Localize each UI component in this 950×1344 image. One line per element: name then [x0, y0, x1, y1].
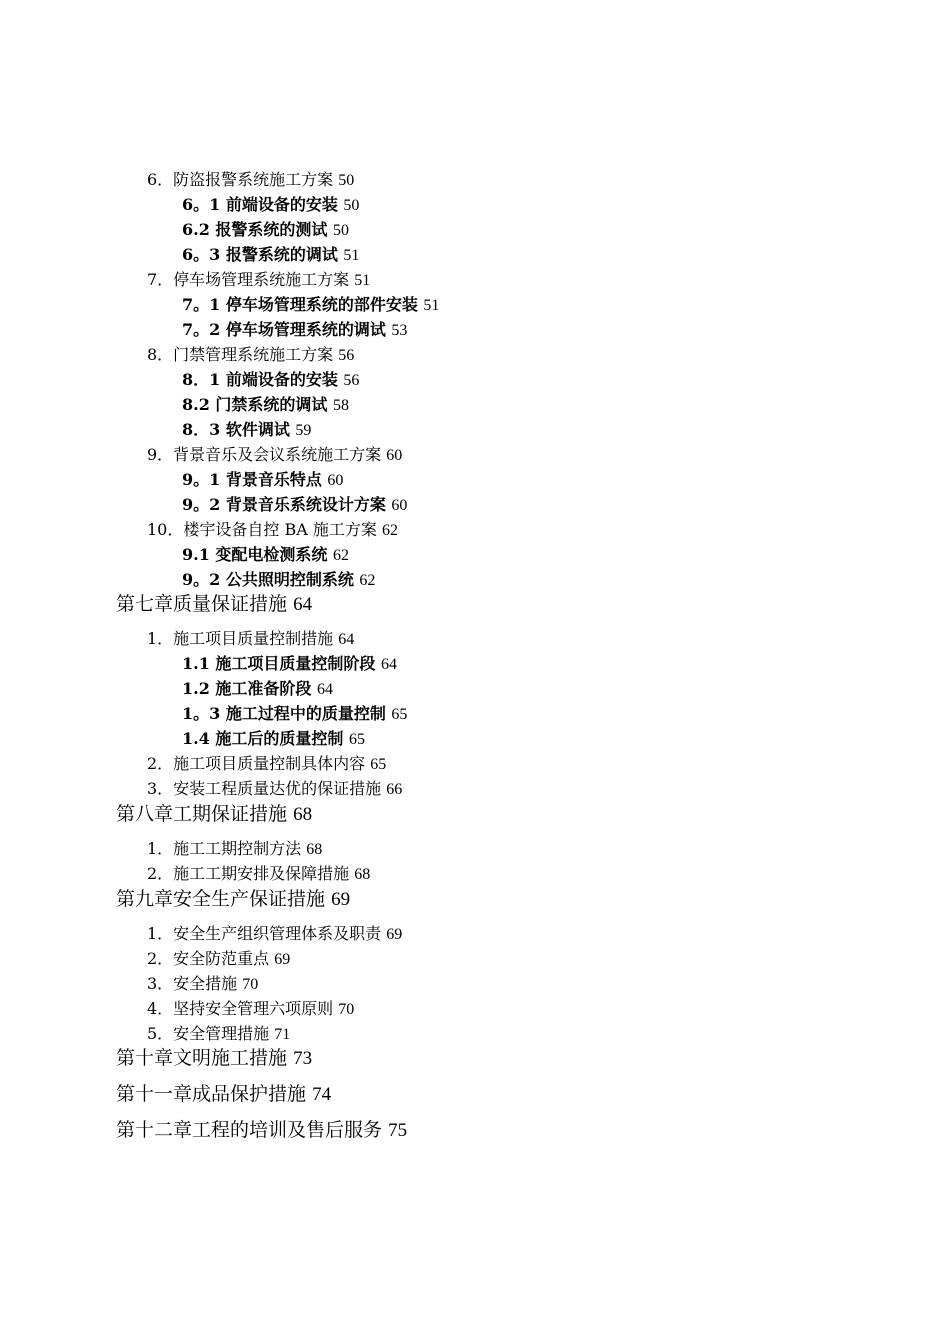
toc-section-entry[interactable]: [147, 976, 258, 993]
toc-page-number: 56: [343, 372, 360, 389]
toc-subsection-entry[interactable]: [182, 681, 333, 698]
toc-entry-title: 4．坚持安全管理六项原则: [147, 999, 334, 1018]
toc-entry-title: 第十章文明施工措施: [116, 1047, 288, 1069]
toc-section-entry[interactable]: [147, 841, 322, 858]
toc-page-number: 68: [306, 841, 323, 858]
toc-entry-title: 1．施工项目质量控制措施: [147, 629, 334, 648]
toc-page-number: 75: [388, 1120, 408, 1141]
toc-page-number: 62: [359, 572, 376, 589]
toc-subsection-entry[interactable]: [182, 497, 407, 514]
toc-subsection-entry[interactable]: [182, 372, 359, 389]
toc-subsection-entry[interactable]: [182, 247, 359, 264]
toc-page-number: 69: [331, 889, 351, 910]
toc-entry-title: 8．门禁管理系统施工方案: [147, 345, 334, 364]
toc-page-number: 62: [381, 522, 398, 539]
toc-page-number: 56: [338, 347, 355, 364]
toc-entry-title: 8．1 前端设备的安装: [182, 370, 338, 389]
toc-entry-title: 1.2 施工准备阶段: [182, 679, 312, 698]
toc-page-number: 65: [349, 731, 365, 748]
toc-subsection-entry[interactable]: [182, 472, 343, 489]
toc-section-entry[interactable]: [147, 522, 398, 539]
toc-chapter-entry[interactable]: [116, 890, 350, 909]
toc-entry-title: 9．背景音乐及会议系统施工方案: [147, 445, 382, 464]
toc-entry-title: 1.4 施工后的质量控制: [182, 729, 344, 748]
toc-entry-title: 2．施工项目质量控制具体内容: [147, 754, 366, 773]
toc-section-entry[interactable]: [147, 272, 370, 289]
toc-section-entry[interactable]: [147, 1001, 354, 1018]
toc-subsection-entry[interactable]: [182, 547, 349, 564]
toc-page-number: 64: [317, 681, 333, 698]
toc-entry-title: 第九章安全生产保证措施: [116, 888, 326, 910]
toc-page-number: 51: [343, 247, 360, 264]
toc-subsection-entry[interactable]: [182, 572, 375, 589]
toc-entry-title: 9.1 变配电检测系统: [182, 545, 328, 564]
toc-subsection-entry[interactable]: [182, 197, 359, 214]
toc-page-number: 51: [354, 272, 371, 289]
toc-subsection-entry[interactable]: [182, 706, 407, 723]
toc-page-number: 65: [391, 706, 408, 723]
toc-subsection-entry[interactable]: [182, 731, 365, 748]
toc-page-number: 59: [295, 422, 312, 439]
toc-subsection-entry[interactable]: [182, 222, 349, 239]
toc-entry-title: 1。3 施工过程中的质量控制: [182, 704, 386, 723]
toc-page-number: 71: [274, 1026, 291, 1043]
toc-entry-title: 6．防盗报警系统施工方案: [147, 170, 334, 189]
toc-subsection-entry[interactable]: [182, 297, 439, 314]
toc-page-number: 68: [354, 866, 371, 883]
toc-entry-title: 9。1 背景音乐特点: [182, 470, 322, 489]
toc-subsection-entry[interactable]: [182, 322, 407, 339]
toc-entry-title: 1.1 施工项目质量控制阶段: [182, 654, 376, 673]
toc-section-entry[interactable]: [147, 447, 402, 464]
toc-section-entry[interactable]: [147, 926, 402, 943]
toc-page-number: 74: [312, 1084, 332, 1105]
toc-section-entry[interactable]: [147, 951, 290, 968]
toc-page-number: 64: [381, 656, 397, 673]
toc-chapter-entry[interactable]: [116, 1085, 331, 1104]
toc-page-number: 64: [338, 631, 355, 648]
toc-chapter-entry[interactable]: [116, 1121, 407, 1140]
toc-entry-title: 2．施工工期安排及保障措施: [147, 864, 350, 883]
toc-entry-title: 3．安装工程质量达优的保证措施: [147, 779, 382, 798]
toc-subsection-entry[interactable]: [182, 422, 311, 439]
toc-entry-title: 7．停车场管理系统施工方案: [147, 270, 350, 289]
toc-entry-title: 2．安全防范重点: [147, 949, 270, 968]
toc-page-number: 69: [274, 951, 291, 968]
toc-entry-title: 1．安全生产组织管理体系及职责: [147, 924, 382, 943]
toc-page-number: 68: [293, 804, 313, 825]
toc-page-number: 73: [293, 1048, 313, 1069]
toc-entry-title: 1．施工工期控制方法: [147, 839, 302, 858]
toc-section-entry[interactable]: [147, 781, 402, 798]
toc-entry-title: 8．3 软件调试: [182, 420, 290, 439]
toc-page-number: 50: [343, 197, 360, 214]
toc-page-number: 60: [386, 447, 403, 464]
toc-entry-title: 6.2 报警系统的测试: [182, 220, 328, 239]
toc-entry-title: 6。1 前端设备的安装: [182, 195, 338, 214]
toc-page-number: 51: [423, 297, 440, 314]
toc-entry-title: 第十二章工程的培训及售后服务: [116, 1119, 383, 1141]
toc-entry-title: 第七章质量保证措施: [116, 593, 288, 615]
toc-page-number: 58: [333, 397, 349, 414]
toc-entry-title: 第八章工期保证措施: [116, 803, 288, 825]
toc-section-entry[interactable]: [147, 631, 354, 648]
toc-entry-title: 第十一章成品保护措施: [116, 1083, 307, 1105]
toc-chapter-entry[interactable]: [116, 1049, 312, 1068]
toc-page-number: 64: [293, 594, 313, 615]
toc-chapter-entry[interactable]: [116, 595, 312, 614]
toc-section-entry[interactable]: [147, 1026, 290, 1043]
toc-page-number: 50: [333, 222, 349, 239]
toc-section-entry[interactable]: [147, 756, 386, 773]
toc-section-entry[interactable]: [147, 172, 354, 189]
toc-page-number: 60: [327, 472, 344, 489]
toc-entry-title: 6。3 报警系统的调试: [182, 245, 338, 264]
toc-entry-title: 8.2 门禁系统的调试: [182, 395, 328, 414]
toc-page-number: 69: [386, 926, 403, 943]
toc-page-number: 65: [370, 756, 387, 773]
toc-entry-title: 7。2 停车场管理系统的调试: [182, 320, 386, 339]
toc-page-number: 60: [391, 497, 408, 514]
toc-section-entry[interactable]: [147, 347, 354, 364]
toc-entry-title: 9。2 背景音乐系统设计方案: [182, 495, 386, 514]
toc-entry-title: 9。2 公共照明控制系统: [182, 570, 354, 589]
toc-page-number: 53: [391, 322, 408, 339]
toc-section-entry[interactable]: [147, 866, 370, 883]
toc-page-number: 66: [386, 781, 403, 798]
toc-subsection-entry[interactable]: [182, 656, 397, 673]
toc-subsection-entry[interactable]: [182, 397, 349, 414]
toc-entry-title: 3．安全措施: [147, 974, 238, 993]
toc-page-number: 50: [338, 172, 355, 189]
toc-page-number: 70: [338, 1001, 355, 1018]
toc-entry-title: 5．安全管理措施: [147, 1024, 270, 1043]
toc-page-number: 70: [242, 976, 259, 993]
toc-chapter-entry[interactable]: [116, 805, 312, 824]
toc-entry-title: 7。1 停车场管理系统的部件安装: [182, 295, 418, 314]
toc-page-number: 62: [333, 547, 349, 564]
toc-entry-title: 10．楼宇设备自控 BA 施工方案: [147, 520, 377, 539]
